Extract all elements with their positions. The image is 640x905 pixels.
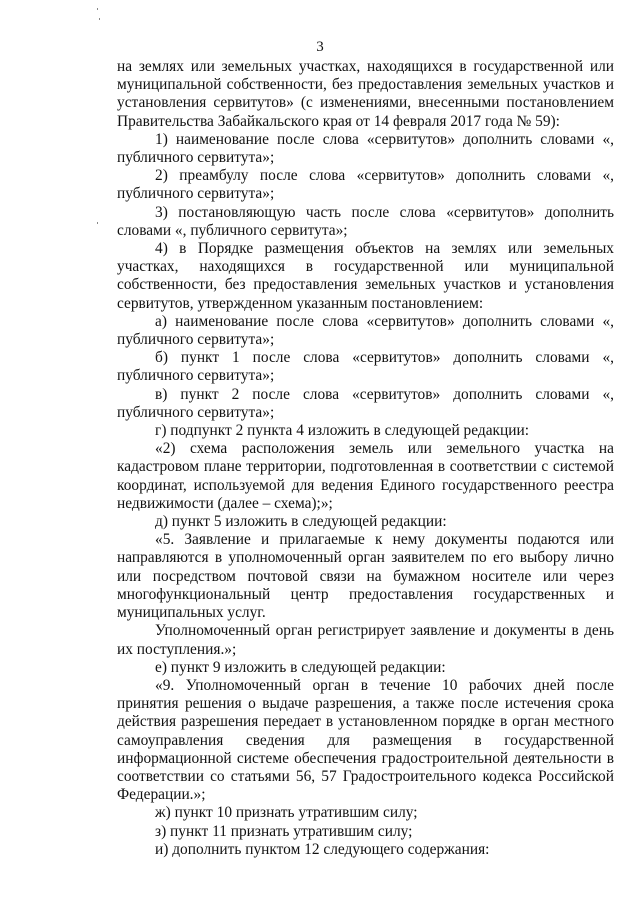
quoted-paragraph: Уполномоченный орган регистрирует заявление и документы в день их поступления.»; [117,622,614,658]
paragraph: а) наименование после слова «сервитутов» дополнить словами «, публичного сервитута»; [117,312,614,349]
quoted-paragraph: «2) схема расположения земель или земельного участка на кадастровом плане территории, подготовленная в соответствии с системой координат, используемой для ведения Единого государственного реестра недвижимости (далее – схема);»; [117,440,614,512]
paragraph: д) пункт 5 изложить в следующей редакции: [155,513,447,531]
paragraph: в) пункт 2 после слова «сервитутов» дополнить словами «, публичного сервитута»; [117,385,614,421]
paragraph: е) пункт 9 изложить в следующей редакции: [155,658,446,676]
paragraph: г) подпункт 2 пункта 4 изложить в следующей редакции: [155,422,530,440]
paragraph: 4) в Порядке размещения объектов на землях или земельных участках, находящихся в государственной или муниципальной собственности, без предоставления земельных участков и установления сервитутов, утвержденном указанным постановлением: [117,240,614,312]
scan-mark [97,222,98,224]
paragraph: 2) преамбулу после слова «сервитутов» дополнить словами «, публичного сервитута»; [117,167,614,203]
paragraph: ж) пункт 10 признать утратившим силу; [155,804,418,822]
paragraph: 1) наименование после слова «сервитутов» дополнить словами «, публичного сервитута»; [117,130,614,167]
paragraph: на землях или земельных участках, находящихся в государственной или муниципальной собственности, без предоставления земельных участков и установления сервитутов» (с изменениями, внесенными постановлением Правительства Забайкальского края от 14 февраля 2017 года № 59): [117,58,614,130]
paragraph: 3) постановляющую часть после слова «сервитутов» дополнить словами «, публичного сервитута»; [117,203,614,239]
quoted-paragraph: «5. Заявление и прилагаемые к нему документы подаются или направляются в уполномоченный орган заявителем по его выбору лично или посредством почтовой связи на бумажном носителе или через многофункциональный центр предоставления государственных и муниципальных услуг. [117,531,614,622]
document-body [117,58,614,859]
quoted-paragraph: «9. Уполномоченный орган в течение 10 рабочих дней после принятия решения о выдаче разрешения, а также после истечения срока действия разрешения передает в установленном порядке в орган местного самоуправления сведения для размещения в государственной информационной системе обеспечения градостроительной деятельности в соответствии со статьями 56, 57 Градостроительного кодекса Российской Федерации.»; [117,676,614,804]
scan-mark [99,18,100,20]
paragraph: и) дополнить пунктом 12 следующего содержания: [155,840,490,858]
paragraph: б) пункт 1 после слова «сервитутов» дополнить словами «, публичного сервитута»; [117,349,614,385]
paragraph: з) пункт 11 признать утратившим силу; [155,822,413,840]
page-number: 3 [316,39,324,55]
scan-mark [97,8,98,10]
